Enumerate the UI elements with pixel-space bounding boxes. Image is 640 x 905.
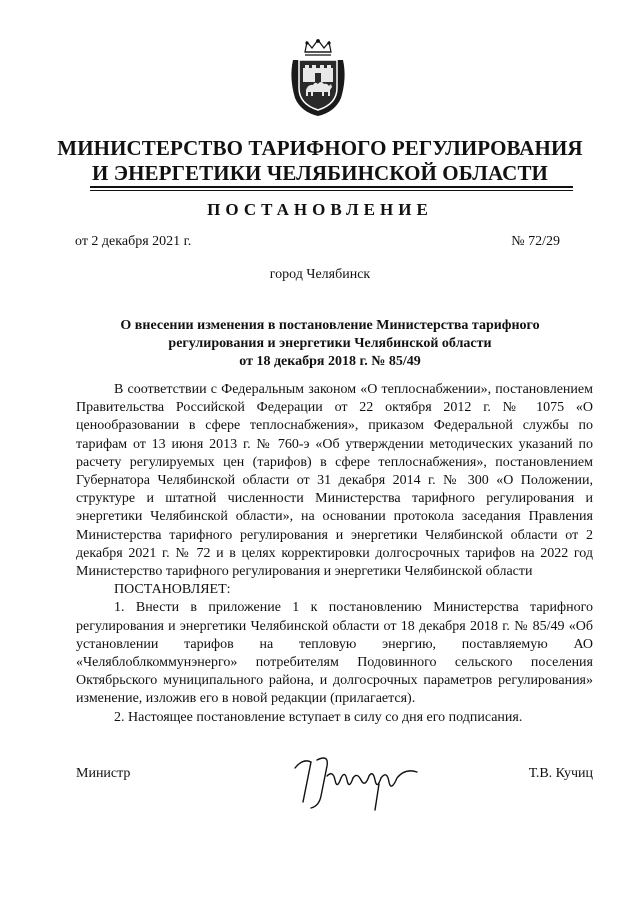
document-number: № 72/29: [511, 234, 560, 249]
signatory-name: Т.В. Кучиц: [528, 766, 593, 781]
item-1-paragraph: 1. Внести в приложение 1 к постановлению Министерства тарифного регулирования и энергетики Челябинской области от 18 декабря 2018 г. № 85/49 «Об установлении тарифов на тепловую энергию, поставляемую АО «Челяблоблкоммунэнерго» потребителям Подовинного сельского поселения Октябрьского муниципального района, и долгосрочных параметров регулирования» изменение, изложив его в новой редакции (прилагается).: [76, 600, 593, 707]
ministry-name-line2: И ЭНЕРГЕТИКИ ЧЕЛЯБИНСКОЙ ОБЛАСТИ: [92, 161, 548, 185]
header-divider-thick: [90, 186, 573, 188]
document-body: [76, 381, 593, 727]
decree-word: ПОСТАНОВЛЯЕТ:: [114, 582, 231, 598]
chelyabinsk-coat-of-arms-icon: [287, 38, 349, 118]
ministry-name-line1: МИНИСТЕРСТВО ТАРИФНОГО РЕГУЛИРОВАНИЯ: [57, 136, 583, 160]
subject-line3: от 18 декабря 2018 г. № 85/49: [239, 354, 421, 369]
subject-line1: О внесении изменения в постановление Министерства тарифного: [120, 318, 540, 333]
document-city: город Челябинск: [269, 267, 371, 282]
document-subject: [90, 317, 570, 371]
preamble-paragraph: В соответствии с Федеральным законом «О теплоснабжении», постановлением Правительства Российской Федерации от 22 октября 2012 г. № 1075 «О ценообразовании в сфере теплоснабжения», приказом Федеральной службы по тарифам от 13 июня 2013 г. № 760-э «Об утверждении методических указаний по расчету регулируемых цен (тарифов) в сфере теплоснабжения», постановлением Губернатора Челябинской области от 31 декабря 2014 г. № 300 «О Положении, структуре и штатной численности Министерства тарифного регулирования и энергетики Челябинской области», на основании протокола заседания Правления Министерства тарифного регулирования и энергетики Челябинской области от 2 декабря 2021 г. № 72 и в целях корректировки долгосрочных тарифов на 2022 год Министерство тарифного регулирования и энергетики Челябинской области: [76, 382, 593, 580]
signature-block: [76, 762, 593, 822]
subject-line2: регулирования и энергетики Челябинской области: [168, 336, 492, 351]
header-divider-thin: [90, 190, 573, 191]
document-type: ПОСТАНОВЛЕНИЕ: [207, 200, 433, 219]
item-2-paragraph: 2. Настоящее постановление вступает в силу со дня его подписания.: [114, 709, 523, 725]
handwritten-signature-icon: [281, 750, 431, 820]
document-date: от 2 декабря 2021 г.: [75, 234, 192, 249]
signatory-position: Министр: [76, 766, 131, 781]
